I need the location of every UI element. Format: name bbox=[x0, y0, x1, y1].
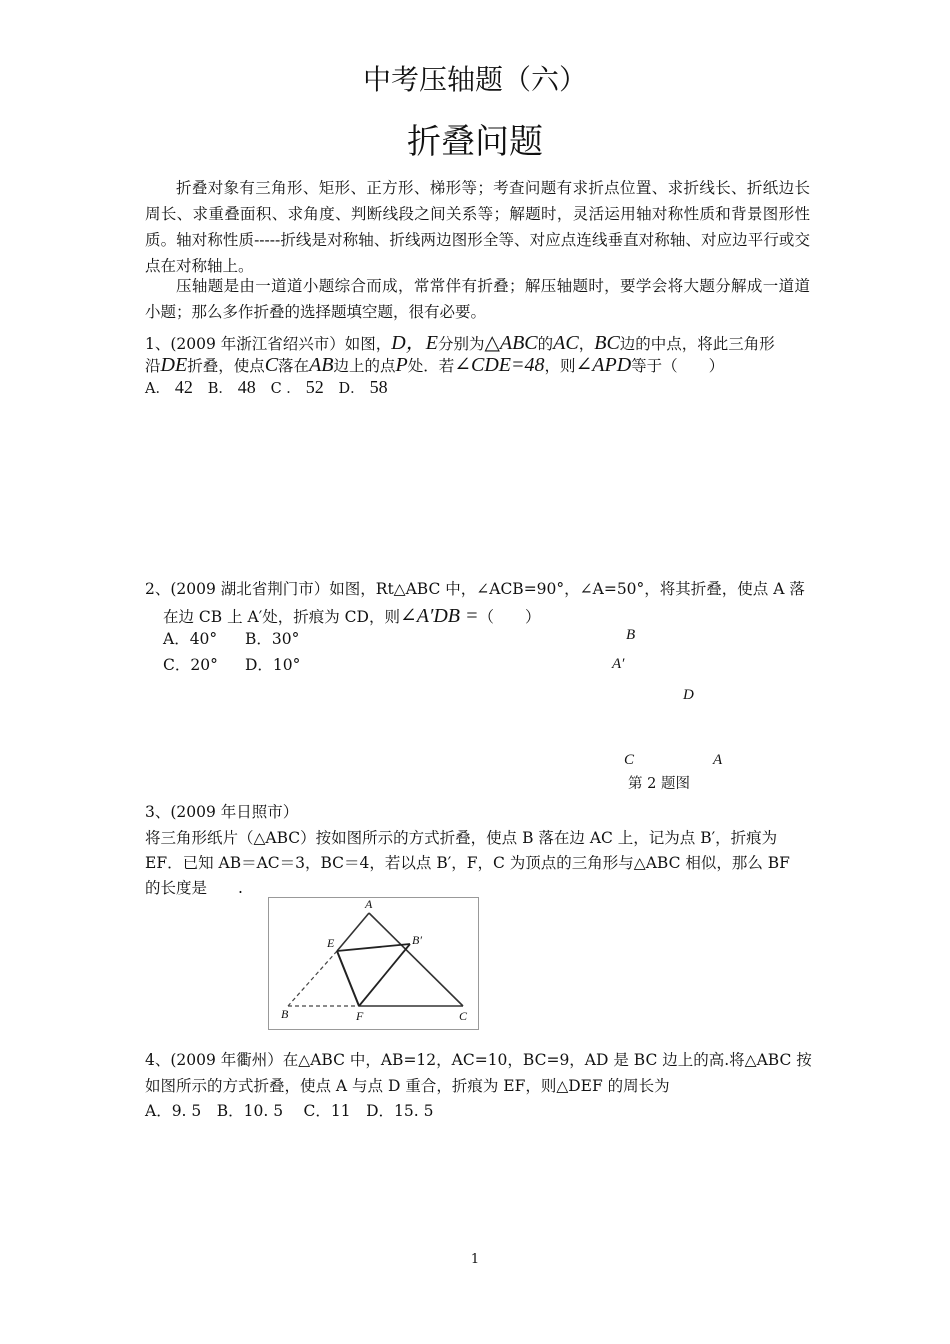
q2-option-c: C．20° bbox=[163, 656, 218, 674]
q1-options: A． 42 B． 48 C ． 52 D． 58 bbox=[145, 377, 388, 397]
q3-line-3: EF．已知 AB＝AC＝3，BC＝4，若以点 B′，F，C 为顶点的三角形与△ABC 相似，那么 BF bbox=[145, 854, 790, 872]
q2-label-d: D bbox=[683, 687, 694, 703]
q2-line-2: 在边 CB 上 A′处，折痕为 CD，则∠A′DB =（ ） bbox=[163, 605, 541, 627]
q3-figure bbox=[268, 897, 479, 1030]
q3-label-b-prime: B′ bbox=[412, 933, 422, 947]
q3-line-2: 将三角形纸片（△ABC）按如图所示的方式折叠，使点 B 落在边 AC 上，记为点 B′，折痕为 bbox=[145, 829, 778, 847]
q2-label-a-prime: A′ bbox=[612, 656, 625, 672]
page-title: 中考压轴题（六） bbox=[362, 63, 587, 96]
q3-dashed-eb bbox=[288, 951, 337, 1006]
q3-triangle-diagram bbox=[269, 898, 478, 1029]
q2-label-a: A bbox=[713, 752, 723, 768]
q3-folded-eb-prime bbox=[337, 944, 410, 951]
q2-option-a: A．40° bbox=[163, 630, 218, 648]
q2-label-b: B bbox=[626, 627, 636, 643]
intro-paragraph-1: 折叠对象有三角形、矩形、正方形、梯形等；考查问题有求折点位置、求折线长、折纸边长周长、求重叠面积、求角度、判断线段之间关系等；解题时，灵活运用轴对称性质和背景图形性质。轴对称性质-----折线是对称轴、折线两边图形全等、对应点连线垂直对称轴、对应边平行或交点在对称轴上。 bbox=[145, 179, 810, 275]
q2-option-d: D．10° bbox=[245, 656, 301, 674]
q2-label-c: C bbox=[624, 752, 635, 768]
q3-side-ac bbox=[369, 913, 463, 1006]
q3-label-f: F bbox=[356, 1009, 364, 1023]
intro-paragraph-2: 压轴题是由一道道小题综合而成，常常伴有折叠；解压轴题时，要学会将大题分解成一道道小题；那么多作折叠的选择题填空题，很有必要。 bbox=[145, 277, 810, 321]
q1-line-2: 沿DE折叠，使点C落在AB边上的点P处．若∠CDE=48，则∠APD等于（ ） bbox=[145, 354, 725, 376]
q2-figure-caption: 第 2 题图 bbox=[628, 776, 690, 792]
q1-line-1: 1、(2009 年浙江省绍兴市）如图，D，E分别为△ABC的AC，BC边的中点，将此三角形 bbox=[145, 332, 775, 354]
q3-folded-fb-prime bbox=[359, 944, 410, 1006]
q2-line-1: 2、(2009 湖北省荆门市）如图，Rt△ABC 中，∠ACB=90°，∠A=50°，将其折叠，使点 A 落 bbox=[145, 580, 805, 598]
q3-line-4: 的长度是 . bbox=[145, 879, 243, 897]
q4-line-2: 如图所示的方式折叠，使点 A 与点 D 重合，折痕为 EF，则△DEF 的周长为 bbox=[145, 1077, 670, 1095]
q4-options: A．9. 5 B．10. 5 C．11 D．15. 5 bbox=[145, 1102, 434, 1120]
page-number: 1 bbox=[470, 1252, 480, 1267]
q3-label-a: A bbox=[365, 897, 373, 911]
q3-line-1: 3、(2009 年日照市） bbox=[145, 803, 299, 821]
q4-line-1: 4、(2009 年衢州）在△ABC 中，AB=12，AC=10，BC=9，AD 是 BC 边上的高.将△ABC 按 bbox=[145, 1051, 812, 1069]
q3-side-ae bbox=[337, 913, 369, 951]
section-title: 折叠问题 bbox=[407, 122, 543, 162]
q3-label-c: C bbox=[459, 1009, 468, 1023]
q3-label-b: B bbox=[281, 1007, 289, 1021]
q3-label-e: E bbox=[327, 936, 335, 950]
q3-crease-ef bbox=[337, 951, 359, 1006]
q2-option-b: B．30° bbox=[245, 630, 300, 648]
